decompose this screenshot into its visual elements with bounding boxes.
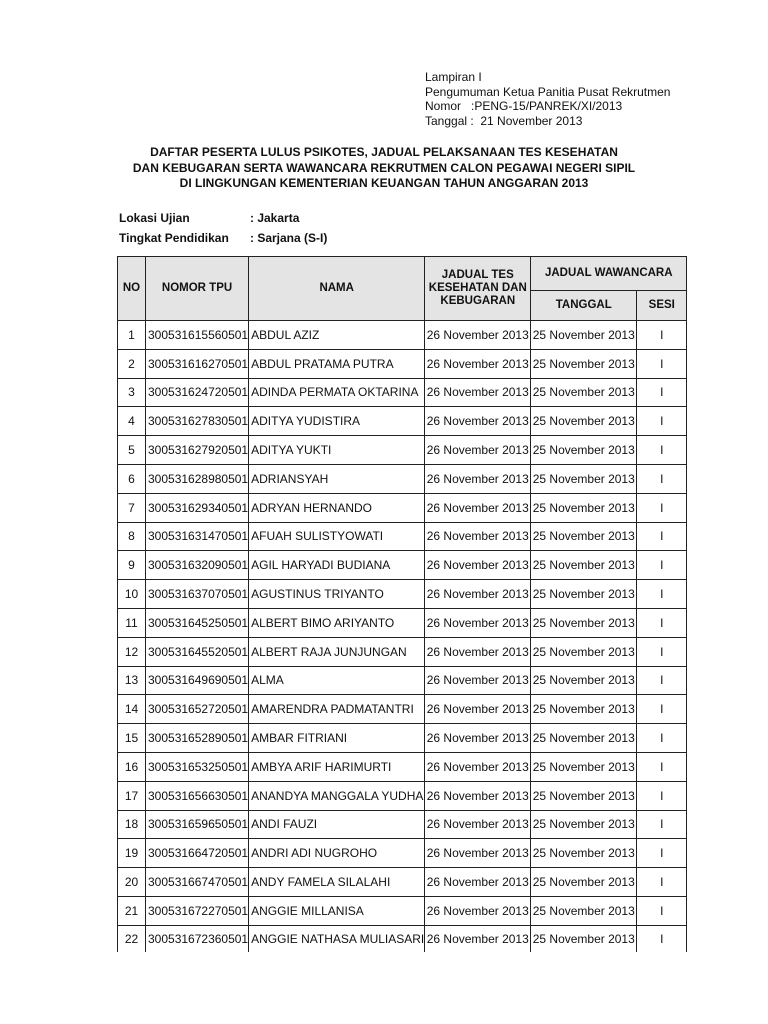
row-nomor-tpu: 300531631470501 [146, 522, 249, 551]
table-row [118, 580, 687, 609]
row-nama: ABDUL PRATAMA PUTRA [249, 349, 425, 378]
row-jadual-kesehatan: 26 November 2013 [425, 752, 531, 781]
row-nomor-tpu: 300531627920501 [146, 436, 249, 465]
row-no: 11 [118, 608, 146, 637]
row-nama: AFUAH SULISTYOWATI [249, 522, 425, 551]
header-no: NO [118, 257, 146, 321]
row-jadual-kesehatan: 26 November 2013 [425, 493, 531, 522]
table-row [118, 896, 687, 925]
lampiran-label: Lampiran I [425, 70, 482, 84]
table-row [118, 925, 687, 952]
row-nama: ALBERT RAJA JUNJUNGAN [249, 637, 425, 666]
row-nama: ADRYAN HERNANDO [249, 493, 425, 522]
table-row [118, 493, 687, 522]
row-no: 3 [118, 378, 146, 407]
row-tanggal-wawancara: 25 November 2013 [531, 868, 637, 897]
row-jadual-kesehatan: 26 November 2013 [425, 724, 531, 753]
row-tanggal-wawancara: 25 November 2013 [531, 781, 637, 810]
row-nomor-tpu: 300531659650501 [146, 810, 249, 839]
header-jadual-kesehatan [425, 257, 531, 321]
tingkat-value: : Sarjana (S-I) [250, 231, 328, 245]
row-jadual-kesehatan: 26 November 2013 [425, 925, 531, 952]
row-sesi: I [637, 896, 687, 925]
lokasi-label: Lokasi Ujian [119, 211, 190, 225]
row-jadual-kesehatan: 26 November 2013 [425, 349, 531, 378]
row-sesi: I [637, 522, 687, 551]
row-no: 17 [118, 781, 146, 810]
row-tanggal-wawancara: 25 November 2013 [531, 436, 637, 465]
row-nama: ANDRI ADI NUGROHO [249, 839, 425, 868]
row-jadual-kesehatan: 26 November 2013 [425, 551, 531, 580]
row-no: 12 [118, 637, 146, 666]
title-line-2: DAN KEBUGARAN SERTA WAWANCARA REKRUTMEN CALON PEGAWAI NEGERI SIPIL [132, 160, 636, 175]
tingkat-label: Tingkat Pendidikan [119, 231, 229, 245]
row-sesi: I [637, 724, 687, 753]
row-nama: ABDUL AZIZ [249, 321, 425, 350]
table-row [118, 464, 687, 493]
row-jadual-kesehatan: 26 November 2013 [425, 810, 531, 839]
header-jadual-wawancara: JADUAL WAWANCARA [531, 257, 687, 291]
row-no: 16 [118, 752, 146, 781]
row-no: 5 [118, 436, 146, 465]
row-tanggal-wawancara: 25 November 2013 [531, 551, 637, 580]
row-jadual-kesehatan: 26 November 2013 [425, 580, 531, 609]
row-tanggal-wawancara: 25 November 2013 [531, 522, 637, 551]
document-title [0, 145, 768, 192]
header-nama: NAMA [249, 257, 425, 321]
row-no: 14 [118, 695, 146, 724]
row-tanggal-wawancara: 25 November 2013 [531, 637, 637, 666]
table-row [118, 349, 687, 378]
row-sesi: I [637, 608, 687, 637]
row-tanggal-wawancara: 25 November 2013 [531, 666, 637, 695]
row-nomor-tpu: 300531637070501 [146, 580, 249, 609]
row-tanggal-wawancara: 25 November 2013 [531, 752, 637, 781]
table-row [118, 551, 687, 580]
row-tanggal-wawancara: 25 November 2013 [531, 378, 637, 407]
title-line-3: DI LINGKUNGAN KEMENTERIAN KEUANGAN TAHUN ANGGARAN 2013 [179, 176, 589, 190]
row-no: 2 [118, 349, 146, 378]
table-row [118, 868, 687, 897]
row-sesi: I [637, 752, 687, 781]
table-row [118, 436, 687, 465]
row-jadual-kesehatan: 26 November 2013 [425, 407, 531, 436]
row-jadual-kesehatan: 26 November 2013 [425, 608, 531, 637]
nomor-line: Nomor :PENG-15/PANREK/XI/2013 [425, 99, 623, 113]
row-nomor-tpu: 300531652890501 [146, 724, 249, 753]
row-nomor-tpu: 300531645520501 [146, 637, 249, 666]
announcement-line: Pengumuman Ketua Panitia Pusat Rekrutmen [425, 84, 671, 99]
row-no: 7 [118, 493, 146, 522]
row-nomor-tpu: 300531672270501 [146, 896, 249, 925]
row-tanggal-wawancara: 25 November 2013 [531, 608, 637, 637]
row-nomor-tpu: 300531616270501 [146, 349, 249, 378]
row-sesi: I [637, 695, 687, 724]
row-sesi: I [637, 839, 687, 868]
row-sesi: I [637, 666, 687, 695]
row-no: 8 [118, 522, 146, 551]
row-sesi: I [637, 580, 687, 609]
row-nomor-tpu: 300531645250501 [146, 608, 249, 637]
header-sesi: SESI [637, 291, 687, 321]
row-nama: ANGGIE NATHASA MULIASARI [249, 925, 425, 952]
row-nomor-tpu: 300531672360501 [146, 925, 249, 952]
row-sesi: I [637, 925, 687, 952]
row-nama: ADRIANSYAH [249, 464, 425, 493]
header-kes-line-2: KESEHATAN DAN [428, 282, 527, 294]
row-nama: ALMA [249, 666, 425, 695]
row-tanggal-wawancara: 25 November 2013 [531, 810, 637, 839]
row-nomor-tpu: 300531667470501 [146, 868, 249, 897]
row-sesi: I [637, 407, 687, 436]
participants-table-wrap [117, 256, 687, 952]
row-no: 4 [118, 407, 146, 436]
row-tanggal-wawancara: 25 November 2013 [531, 839, 637, 868]
row-jadual-kesehatan: 26 November 2013 [425, 695, 531, 724]
row-nama: AMBYA ARIF HARIMURTI [249, 752, 425, 781]
row-sesi: I [637, 551, 687, 580]
row-jadual-kesehatan: 26 November 2013 [425, 321, 531, 350]
table-row [118, 522, 687, 551]
row-nama: ALBERT BIMO ARIYANTO [249, 608, 425, 637]
row-jadual-kesehatan: 26 November 2013 [425, 522, 531, 551]
tingkat-row [119, 228, 327, 248]
row-no: 9 [118, 551, 146, 580]
table-row [118, 407, 687, 436]
row-nama: ADINDA PERMATA OKTARINA [249, 378, 425, 407]
row-no: 6 [118, 464, 146, 493]
row-tanggal-wawancara: 25 November 2013 [531, 724, 637, 753]
table-row [118, 839, 687, 868]
row-no: 21 [118, 896, 146, 925]
header-kes-line-1: JADUAL TES [441, 269, 514, 281]
row-nomor-tpu: 300531627830501 [146, 407, 249, 436]
row-jadual-kesehatan: 26 November 2013 [425, 378, 531, 407]
row-nomor-tpu: 300531632090501 [146, 551, 249, 580]
row-no: 10 [118, 580, 146, 609]
table-body [118, 321, 687, 952]
row-nomor-tpu: 300531629340501 [146, 493, 249, 522]
row-sesi: I [637, 349, 687, 378]
row-sesi: I [637, 781, 687, 810]
header-nomor-tpu: NOMOR TPU [146, 257, 249, 321]
row-sesi: I [637, 493, 687, 522]
row-jadual-kesehatan: 26 November 2013 [425, 896, 531, 925]
row-nama: ANDI FAUZI [249, 810, 425, 839]
row-nomor-tpu: 300531649690501 [146, 666, 249, 695]
row-nomor-tpu: 300531615560501 [146, 321, 249, 350]
table-row [118, 637, 687, 666]
row-nama: AMARENDRA PADMATANTRI [249, 695, 425, 724]
row-nomor-tpu: 300531628980501 [146, 464, 249, 493]
participants-table [117, 256, 687, 952]
row-sesi: I [637, 637, 687, 666]
table-row [118, 724, 687, 753]
row-tanggal-wawancara: 25 November 2013 [531, 695, 637, 724]
row-no: 18 [118, 810, 146, 839]
row-no: 22 [118, 925, 146, 952]
row-nomor-tpu: 300531656630501 [146, 781, 249, 810]
row-sesi: I [637, 868, 687, 897]
row-nama: ANDY FAMELA SILALAHI [249, 868, 425, 897]
row-nama: AMBAR FITRIANI [249, 724, 425, 753]
row-jadual-kesehatan: 26 November 2013 [425, 781, 531, 810]
row-nama: AGUSTINUS TRIYANTO [249, 580, 425, 609]
row-jadual-kesehatan: 26 November 2013 [425, 464, 531, 493]
row-sesi: I [637, 436, 687, 465]
row-nama: ANANDYA MANGGALA YUDHA [249, 781, 425, 810]
table-row [118, 810, 687, 839]
row-tanggal-wawancara: 25 November 2013 [531, 407, 637, 436]
table-row [118, 321, 687, 350]
table-row [118, 666, 687, 695]
row-tanggal-wawancara: 25 November 2013 [531, 925, 637, 952]
row-nama: ANGGIE MILLANISA [249, 896, 425, 925]
table-row [118, 378, 687, 407]
row-tanggal-wawancara: 25 November 2013 [531, 321, 637, 350]
header-kes-line-3: KEBUGARAN [440, 295, 516, 307]
row-tanggal-wawancara: 25 November 2013 [531, 896, 637, 925]
lokasi-value: : Jakarta [250, 211, 300, 225]
row-tanggal-wawancara: 25 November 2013 [531, 493, 637, 522]
row-jadual-kesehatan: 26 November 2013 [425, 868, 531, 897]
table-row [118, 781, 687, 810]
row-no: 1 [118, 321, 146, 350]
row-no: 13 [118, 666, 146, 695]
row-sesi: I [637, 810, 687, 839]
row-jadual-kesehatan: 26 November 2013 [425, 666, 531, 695]
row-nomor-tpu: 300531652720501 [146, 695, 249, 724]
row-no: 19 [118, 839, 146, 868]
header-tanggal: TANGGAL [531, 291, 637, 321]
row-nomor-tpu: 300531653250501 [146, 752, 249, 781]
row-sesi: I [637, 378, 687, 407]
row-sesi: I [637, 321, 687, 350]
lokasi-row [119, 208, 327, 228]
table-row [118, 695, 687, 724]
row-jadual-kesehatan: 26 November 2013 [425, 637, 531, 666]
row-no: 15 [118, 724, 146, 753]
table-row [118, 608, 687, 637]
row-nama: AGIL HARYADI BUDIANA [249, 551, 425, 580]
row-nomor-tpu: 300531624720501 [146, 378, 249, 407]
row-nama: ADITYA YUKTI [249, 436, 425, 465]
document-header [425, 70, 670, 128]
row-nama: ADITYA YUDISTIRA [249, 407, 425, 436]
title-line-1: DAFTAR PESERTA LULUS PSIKOTES, JADUAL PELAKSANAAN TES KESEHATAN [150, 145, 618, 159]
row-no: 20 [118, 868, 146, 897]
row-tanggal-wawancara: 25 November 2013 [531, 464, 637, 493]
row-tanggal-wawancara: 25 November 2013 [531, 580, 637, 609]
tanggal-line: Tanggal : 21 November 2013 [425, 113, 583, 128]
row-tanggal-wawancara: 25 November 2013 [531, 349, 637, 378]
row-jadual-kesehatan: 26 November 2013 [425, 436, 531, 465]
row-nomor-tpu: 300531664720501 [146, 839, 249, 868]
table-row [118, 752, 687, 781]
row-sesi: I [637, 464, 687, 493]
exam-meta [119, 208, 327, 248]
row-jadual-kesehatan: 26 November 2013 [425, 839, 531, 868]
